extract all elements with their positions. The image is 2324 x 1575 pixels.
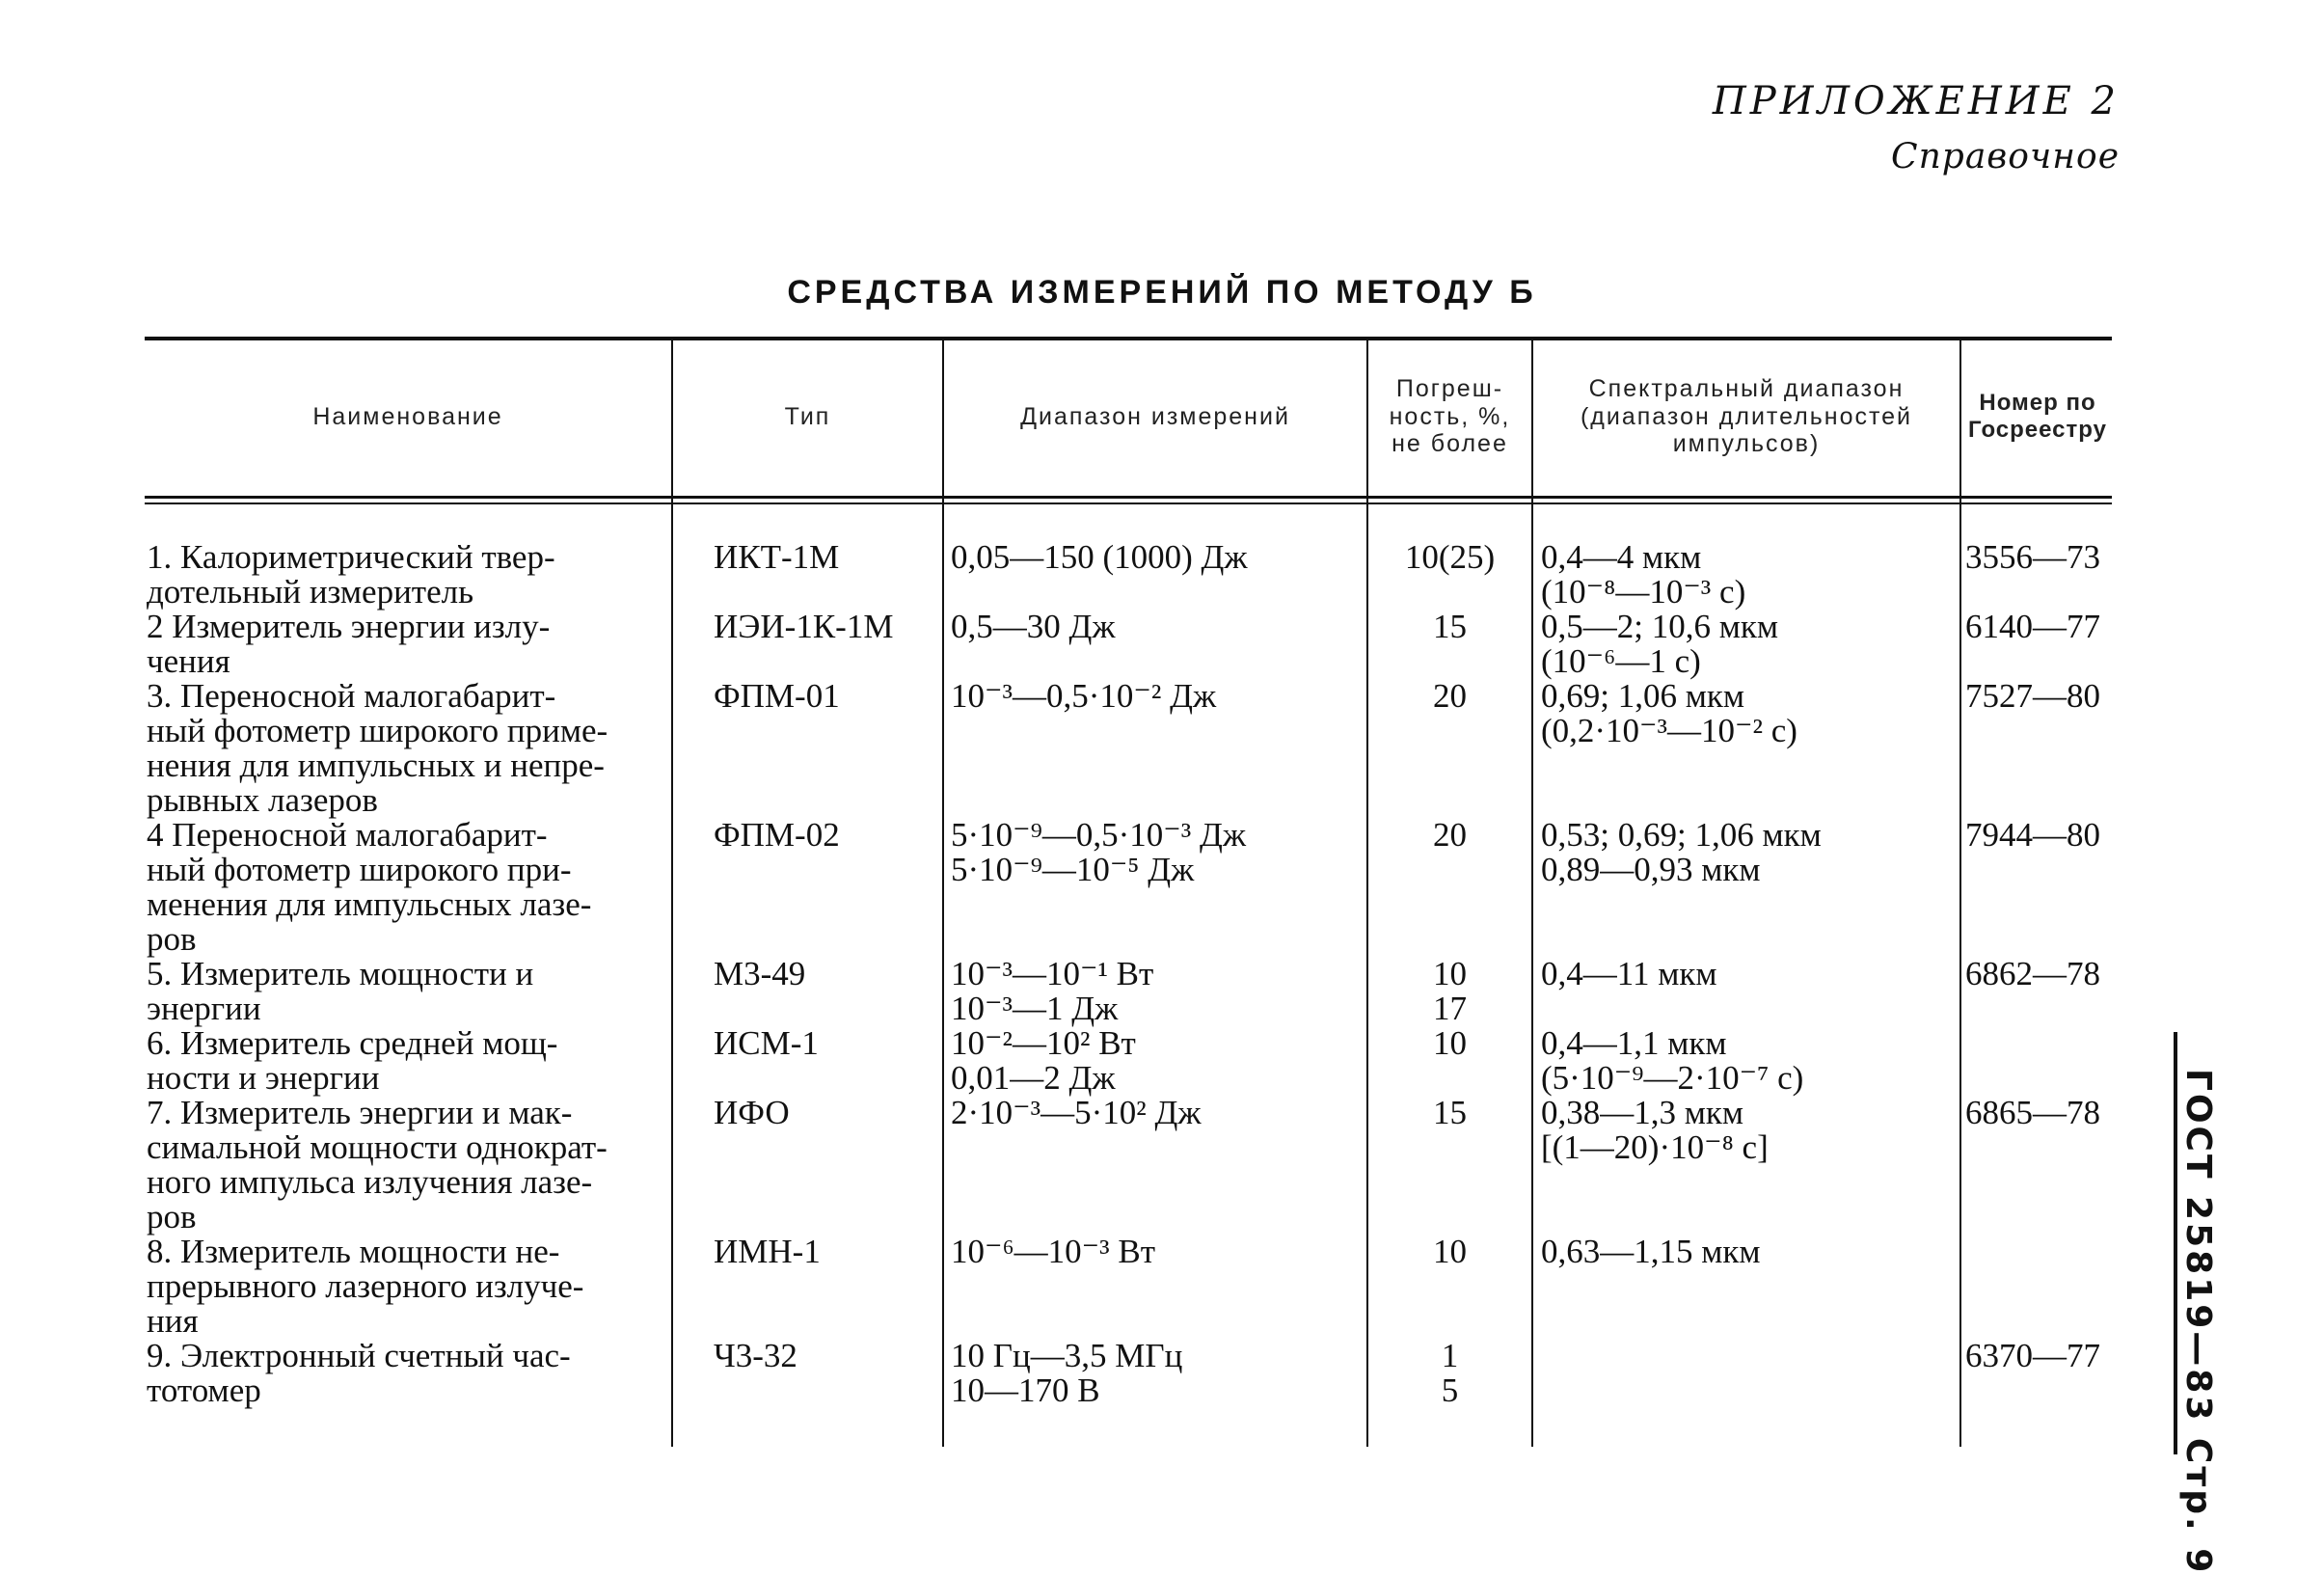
table-cell-name: 5. Измеритель мощности и энергии xyxy=(147,955,534,1027)
table-cell-type: ФПМ-02 xyxy=(714,816,840,854)
table-cell-type: ИСМ-1 xyxy=(714,1024,819,1062)
table-cell-registry: 6370—77 xyxy=(1965,1337,2100,1374)
table-cell-name: 1. Калориметрический твер- дотельный измеритель xyxy=(147,538,555,611)
table-cell-range: 10⁻²—10² Вт 0,01—2 Дж xyxy=(951,1024,1136,1097)
table-cell-spectral: 0,69; 1,06 мкм (0,2·10⁻³—10⁻² с) xyxy=(1541,677,1797,749)
table-cell-range: 10⁻³—10⁻¹ Вт 10⁻³—1 Дж xyxy=(951,955,1154,1027)
appendix-label xyxy=(1713,79,2120,177)
appendix-note: Справочное xyxy=(1891,137,2120,177)
table-cell-name: 7. Измеритель энергии и мак- симальной мощности однократ- ного импульса излучения лазе- ров xyxy=(147,1094,608,1236)
table-cell-spectral: 0,38—1,3 мкм [(1—20)·10⁻⁸ с] xyxy=(1541,1094,1769,1166)
table-cell-range: 10⁻⁶—10⁻³ Вт xyxy=(951,1233,1156,1270)
table-cell-error: 10 xyxy=(1433,1024,1467,1062)
column-divider xyxy=(1959,340,1961,1447)
table-cell-registry: 6862—78 xyxy=(1965,955,2100,992)
header-spectral: Спектральный диапазон (диапазон длительностей импульсов) xyxy=(1580,374,1913,458)
table-cell-name: 3. Переносной малогабарит- ный фотометр широкого приме- нения для импульсных и непре- рывных лазеров xyxy=(147,677,608,819)
table-cell-name: 9. Электронный счетный час- тотомер xyxy=(147,1337,571,1409)
side-page-label: ГОСТ 25819—83 Стр. 9 xyxy=(2178,1069,2218,1575)
header-error: Погреш- ность, %, не более xyxy=(1389,374,1511,458)
table-header-rule-2 xyxy=(145,502,2112,504)
table-cell-error: 15 xyxy=(1433,608,1467,645)
table-cell-type: Ч3-32 xyxy=(714,1337,797,1374)
table-cell-type: ИКТ-1М xyxy=(714,538,840,576)
table-cell-spectral: 0,4—1,1 мкм (5·10⁻⁹—2·10⁻⁷ с) xyxy=(1541,1024,1804,1097)
table-cell-error: 10 17 xyxy=(1433,955,1467,1027)
table-cell-range: 10⁻³—0,5·10⁻² Дж xyxy=(951,677,1217,715)
table-cell-range: 2·10⁻³—5·10² Дж xyxy=(951,1094,1202,1131)
column-divider xyxy=(671,340,673,1447)
appendix-title: ПРИЛОЖЕНИЕ 2 xyxy=(1712,79,2120,123)
side-divider xyxy=(2174,1032,2177,1454)
table-cell-error: 20 xyxy=(1433,816,1467,854)
table-cell-name: 6. Измеритель средней мощ- ности и энергии xyxy=(147,1024,558,1097)
table-cell-registry: 3556—73 xyxy=(1965,538,2100,576)
table-cell-spectral: 0,4—11 мкм xyxy=(1541,955,1717,992)
column-divider xyxy=(1531,340,1533,1447)
page-title: СРЕДСТВА ИЗМЕРЕНИЙ ПО МЕТОДУ Б xyxy=(787,274,1537,311)
table-cell-name: 4 Переносной малогабарит- ный фотометр широкого при- менения для импульсных лазе- ров xyxy=(147,816,592,958)
table-cell-name: 8. Измеритель мощности не- прерывного лазерного излуче- ния xyxy=(147,1233,584,1340)
table-cell-error: 1 5 xyxy=(1441,1337,1459,1409)
table-cell-name: 2 Измеритель энергии излу- чения xyxy=(147,608,551,680)
table-cell-type: ИФО xyxy=(714,1094,790,1131)
table-cell-registry: 7944—80 xyxy=(1965,816,2100,854)
table-cell-error: 10(25) xyxy=(1404,538,1496,576)
header-name: Наименование xyxy=(312,402,503,430)
table-cell-type: ИМН-1 xyxy=(714,1233,821,1270)
table-header-rule xyxy=(145,496,2112,499)
table-cell-registry: 6865—78 xyxy=(1965,1094,2100,1131)
table-cell-spectral: 0,53; 0,69; 1,06 мкм 0,89—0,93 мкм xyxy=(1541,816,1822,888)
header-range: Диапазон измерений xyxy=(1020,402,1290,430)
table-cell-type: М3-49 xyxy=(714,955,806,992)
table-cell-registry: 7527—80 xyxy=(1965,677,2100,715)
table-cell-error: 20 xyxy=(1433,677,1467,715)
column-divider xyxy=(1366,340,1368,1447)
header-registry: Номер по Госреестру xyxy=(1968,390,2107,443)
table-cell-spectral: 0,5—2; 10,6 мкм (10⁻⁶—1 с) xyxy=(1541,608,1779,680)
table-cell-range: 0,05—150 (1000) Дж xyxy=(951,538,1248,576)
table-cell-type: ФПМ-01 xyxy=(714,677,840,715)
header-type: Тип xyxy=(784,402,831,430)
column-divider xyxy=(942,340,944,1447)
table-cell-error: 15 xyxy=(1433,1094,1467,1131)
table-cell-type: ИЭИ-1К-1М xyxy=(714,608,894,645)
table-cell-registry: 6140—77 xyxy=(1965,608,2100,645)
table-cell-spectral: 0,4—4 мкм (10⁻⁸—10⁻³ с) xyxy=(1541,538,1746,611)
table-cell-range: 5·10⁻⁹—0,5·10⁻³ Дж 5·10⁻⁹—10⁻⁵ Дж xyxy=(951,816,1247,888)
table-cell-range: 10 Гц—3,5 МГц 10—170 В xyxy=(951,1337,1183,1409)
table-cell-spectral: 0,63—1,15 мкм xyxy=(1541,1233,1761,1270)
table-cell-range: 0,5—30 Дж xyxy=(951,608,1116,645)
table-cell-error: 10 xyxy=(1433,1233,1467,1270)
